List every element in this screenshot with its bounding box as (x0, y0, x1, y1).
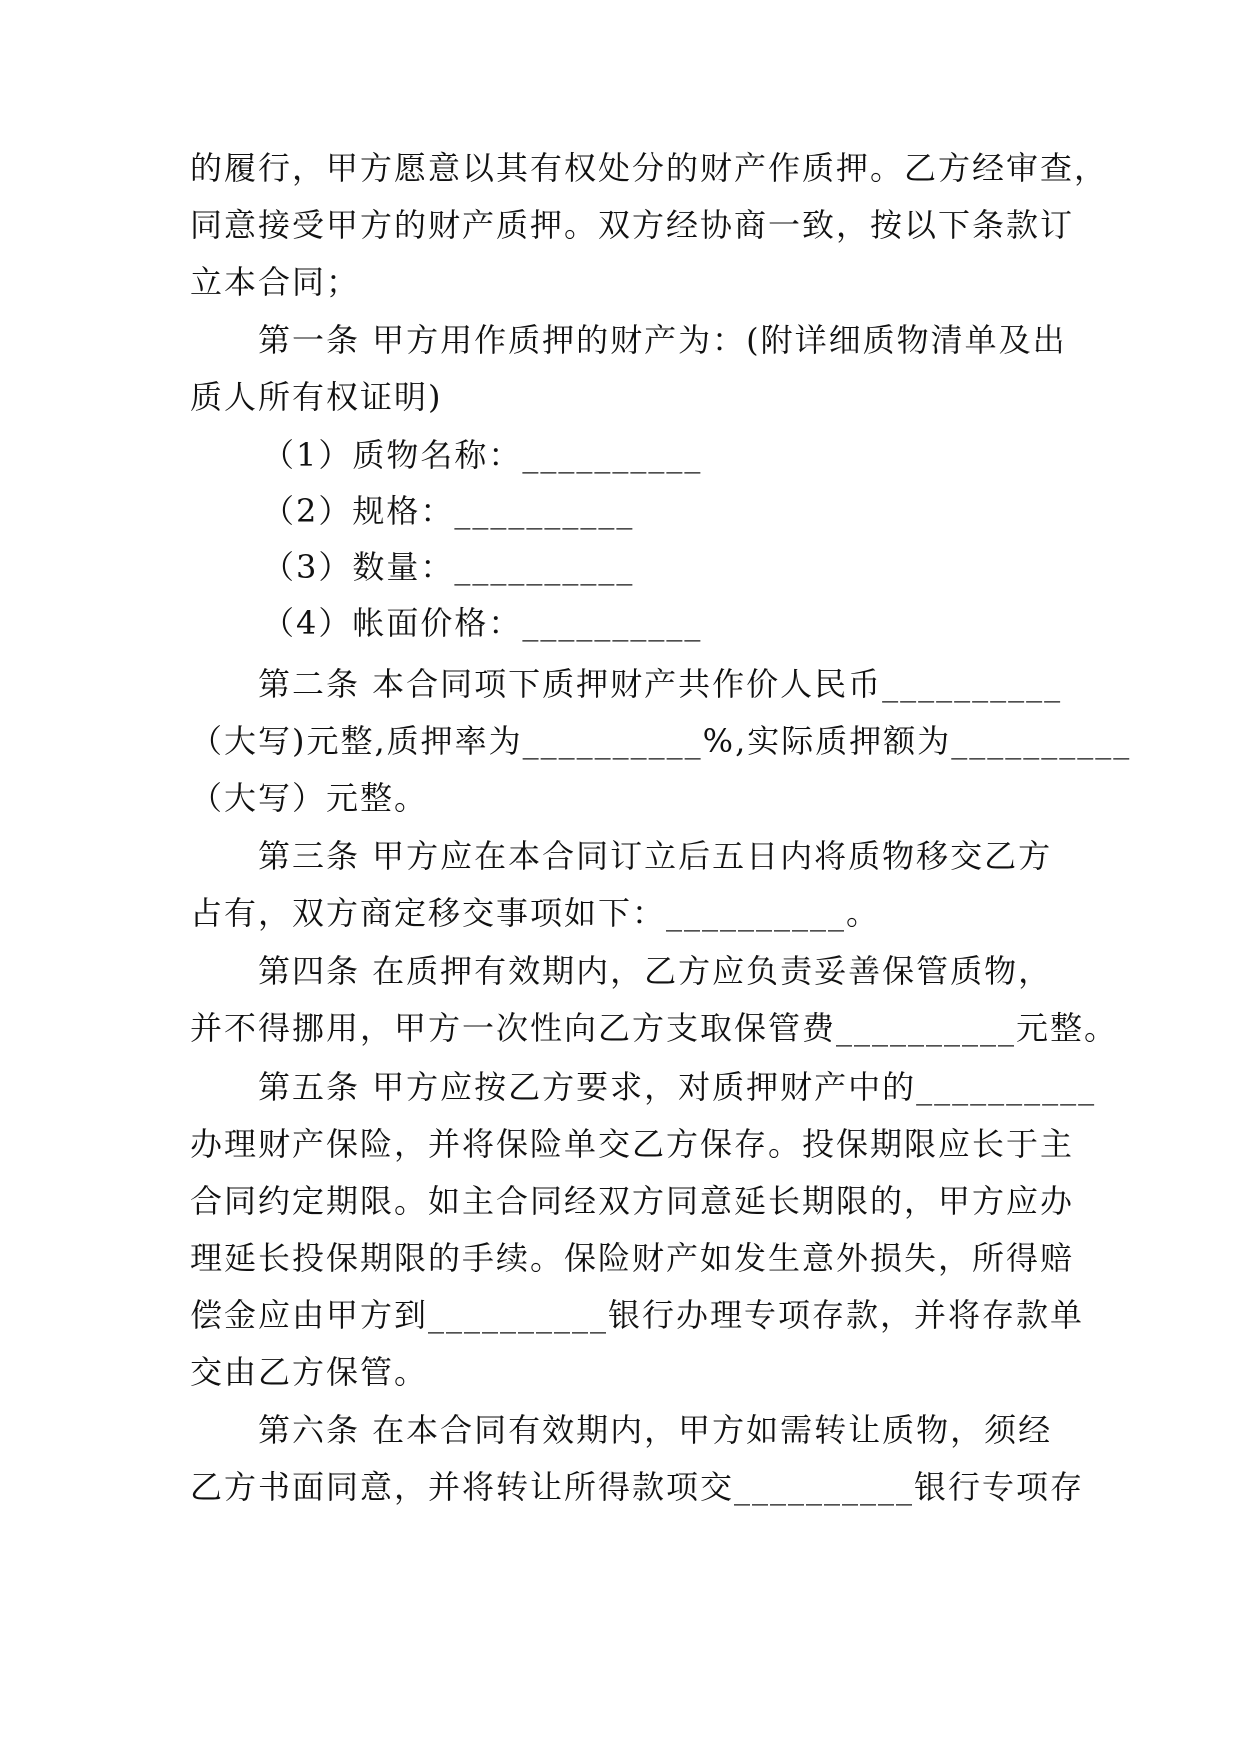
list-item: （1）质物名称：__________ (262, 436, 703, 474)
text-line: 交由乙方保管。 (190, 1353, 429, 1391)
text-line: 合同约定期限。如主合同经双方同意延长期限的，甲方应办 (190, 1182, 1075, 1220)
article-2-heading: 第二条 本合同项下质押财产共作价人民币__________ (258, 665, 1063, 703)
text-line: 质人所有权证明) (190, 378, 443, 416)
text-line: 并不得挪用，甲方一次性向乙方支取保管费__________元整。 (190, 1009, 1119, 1047)
article-5-heading: 第五条 甲方应按乙方要求，对质押财产中的__________ (258, 1068, 1097, 1106)
list-item: （4）帐面价格：__________ (262, 604, 703, 642)
text-line: 立本合同； (190, 263, 361, 301)
article-4-heading: 第四条 在质押有效期内，乙方应负责妥善保管质物， (258, 952, 1053, 990)
text-line: （大写)元整,质押率为__________%,实际质押额为__________ (190, 722, 1132, 760)
article-6-heading: 第六条 在本合同有效期内，甲方如需转让质物，须经 (258, 1411, 1053, 1449)
text-line: 理延长投保期限的手续。保险财产如发生意外损失，所得赔 (190, 1239, 1075, 1277)
list-item: （2）规格：__________ (262, 492, 635, 530)
text-line: 偿金应由甲方到__________银行办理专项存款，并将存款单 (190, 1296, 1085, 1334)
text-line: 乙方书面同意，并将转让所得款项交__________银行专项存 (190, 1468, 1085, 1506)
text-line: 办理财产保险，并将保险单交乙方保存。投保期限应长于主 (190, 1125, 1075, 1163)
text-line: （大写）元整。 (190, 779, 429, 817)
article-1-heading: 第一条 甲方用作质押的财产为：(附详细质物清单及出 (258, 321, 1067, 359)
list-item: （3）数量：__________ (262, 548, 635, 586)
text-line: 占有，双方商定移交事项如下：__________。 (190, 894, 881, 932)
text-line: 同意接受甲方的财产质押。双方经协商一致，按以下条款订 (190, 206, 1075, 244)
article-3-heading: 第三条 甲方应在本合同订立后五日内将质物移交乙方 (258, 837, 1053, 875)
text-line: 的履行，甲方愿意以其有权处分的财产作质押。乙方经审查， (190, 149, 1109, 187)
